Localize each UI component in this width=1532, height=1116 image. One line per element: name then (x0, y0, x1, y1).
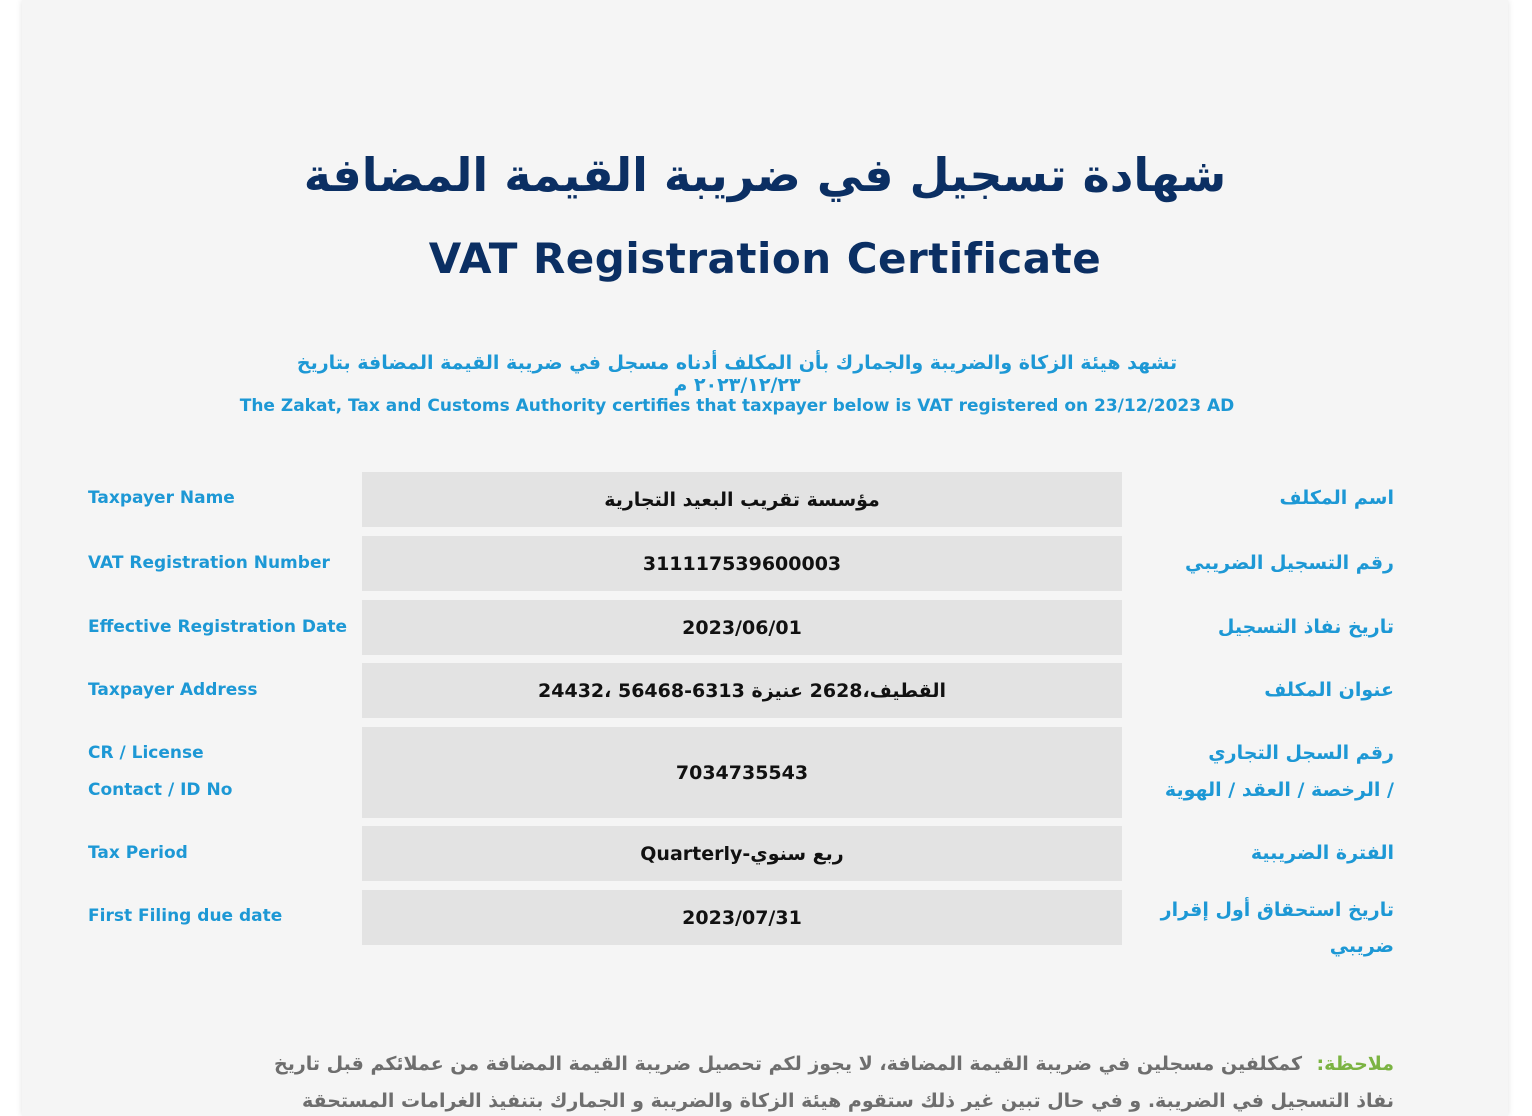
field-row-taxpayer-name (22, 472, 1508, 527)
label-en-contact-id: Contact / ID No (88, 780, 233, 800)
field-row-address (22, 663, 1508, 718)
note-text: كمكلفين مسجلين في ضريبة القيمة المضافة، لا يجوز لكم تحصيل ضريبة القيمة المضافة من عملائكم قبل تاريخ نفاذ التسجيل في الضريبة. و في حال تبين غير ذلك ستقوم هيئة الزكاة والضريبة و الجمارك بتنفيذ الغرامات المستحقة (274, 1053, 1394, 1112)
field-row-first-filing (22, 890, 1508, 965)
title-english: VAT Registration Certificate (428, 234, 1102, 283)
label-ar-contact-id: / الرخصة / العقد / الهوية (1164, 779, 1394, 801)
label-ar-cr-license: رقم السجل التجاري (1208, 742, 1394, 764)
label-en-cr-license: CR / License (88, 743, 204, 763)
value-address: القطيف،2628 عنيزة 6313-56468 ،24432 (362, 663, 1122, 718)
note-label: ملاحظة: (1316, 1053, 1394, 1075)
certificate-page (22, 0, 1508, 1116)
label-en-vat-number: VAT Registration Number (88, 553, 330, 573)
field-row-tax-period (22, 826, 1508, 881)
label-ar-first-filing-cont: ضريبي (1329, 935, 1394, 957)
intro-english: The Zakat, Tax and Customs Authority certifies that taxpayer below is VAT registered on 23/12/2023 AD (239, 396, 1235, 416)
label-ar-effective-date: تاريخ نفاذ التسجيل (1217, 616, 1394, 638)
note-paragraph (252, 1046, 1394, 1116)
label-ar-vat-number: رقم التسجيل الضريبي (1185, 552, 1394, 574)
label-en-address: Taxpayer Address (88, 680, 258, 700)
value-cr-license: 7034735543 (362, 727, 1122, 818)
value-vat-number: 311117539600003 (362, 536, 1122, 591)
intro-arabic: تشهد هيئة الزكاة والضريبة والجمارك بأن المكلف أدناه مسجل في ضريبة القيمة المضافة بتاريخ ٢٠٢٣/١٢/٢٣ م (296, 352, 1178, 396)
label-en-taxpayer-name: Taxpayer Name (88, 488, 235, 508)
value-effective-date: 2023/06/01 (362, 600, 1122, 655)
field-row-cr-license (22, 727, 1508, 818)
label-ar-address: عنوان المكلف (1264, 679, 1394, 701)
value-tax-period: ربع سنوي-Quarterly (362, 826, 1122, 881)
label-en-first-filing: First Filing due date (88, 906, 283, 926)
label-ar-tax-period: الفترة الضريبية (1250, 842, 1394, 864)
label-ar-taxpayer-name: اسم المكلف (1279, 487, 1394, 509)
value-first-filing: 2023/07/31 (362, 890, 1122, 945)
label-en-tax-period: Tax Period (88, 843, 188, 863)
label-en-effective-date: Effective Registration Date (88, 617, 348, 637)
label-ar-first-filing: تاريخ استحقاق أول إقرار (1160, 899, 1394, 921)
value-taxpayer-name: مؤسسة تقريب البعيد التجارية (362, 472, 1122, 527)
title-arabic: شهادة تسجيل في ضريبة القيمة المضافة (303, 148, 1227, 202)
field-row-vat-number (22, 536, 1508, 591)
field-row-effective-date (22, 600, 1508, 655)
